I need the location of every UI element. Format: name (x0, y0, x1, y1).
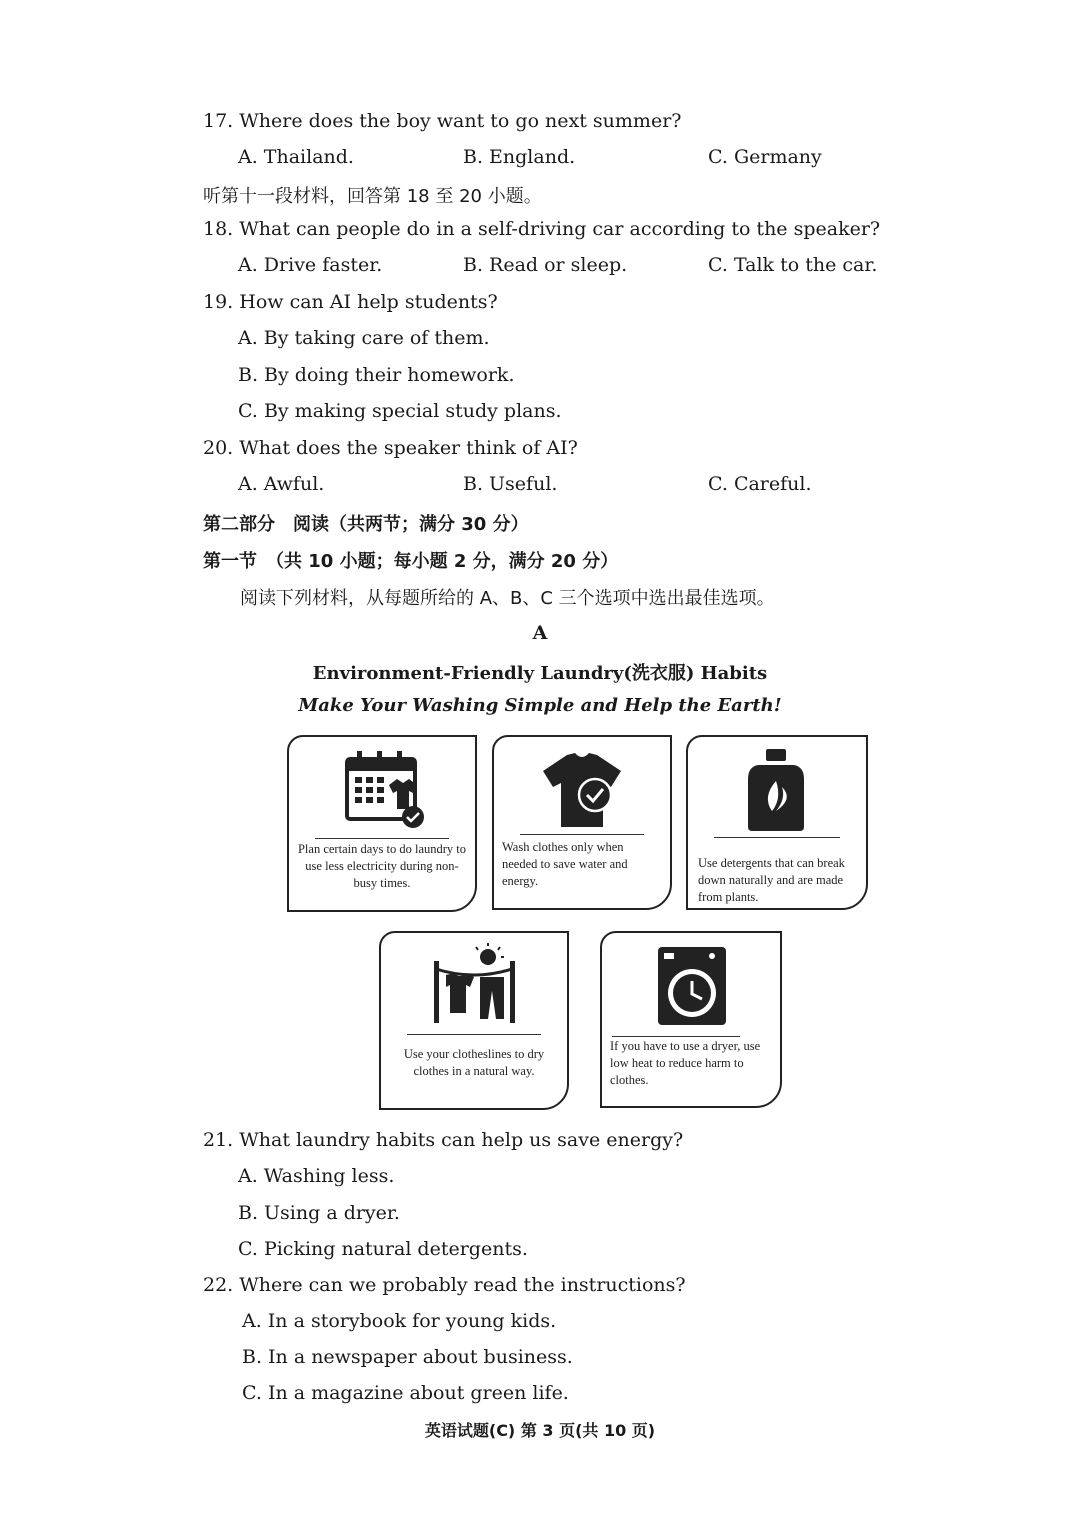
question-17-options (238, 146, 898, 172)
option-20c: C. Careful. (708, 473, 812, 495)
laundry-card-clotheslines (379, 931, 569, 1110)
card-caption: Plan certain days to do laundry to use less electricity during non-busy times. (297, 842, 467, 890)
laundry-card-low-heat-dryer (600, 931, 782, 1108)
laundry-card-natural-detergents (686, 735, 868, 910)
option-17c: C. Germany (708, 146, 822, 168)
question-19: 19. How can AI help students? (203, 291, 498, 313)
dryer-clock-icon (602, 941, 780, 1031)
passage-subtitle: Make Your Washing Simple and Help the Earth! (298, 695, 782, 716)
question-17: 17. Where does the boy want to go next summer? (203, 110, 682, 132)
question-18: 18. What can people do in a self-driving car according to the speaker? (203, 218, 881, 240)
option-19c: C. By making special study plans. (238, 400, 562, 422)
option-20a: A. Awful. (238, 473, 325, 495)
page-footer: 英语试题(C) 第 3 页(共 10 页) (424, 1421, 656, 1440)
option-22b: B. In a newspaper about business. (242, 1346, 573, 1368)
passage-letter: A (532, 622, 548, 644)
option-21c: C. Picking natural detergents. (238, 1238, 528, 1260)
calendar-shirt-icon (289, 745, 475, 835)
card-caption: Use detergents that can break down naturally and are made from plants. (698, 856, 845, 904)
option-18b: B. Read or sleep. (463, 254, 628, 276)
option-20b: B. Useful. (463, 473, 558, 495)
passage-title: Environment-Friendly Laundry(洗衣服) Habits (312, 663, 768, 684)
reading-instruction: 阅读下列材料，从每题所给的 A、B、C 三个选项中选出最佳选项。 (240, 588, 775, 609)
question-18-options (238, 254, 898, 280)
detergent-bottle-icon (688, 745, 866, 835)
laundry-card-wash-when-needed (492, 735, 672, 910)
question-21: 21. What laundry habits can help us save energy? (203, 1129, 684, 1151)
option-22a: A. In a storybook for young kids. (242, 1310, 557, 1332)
question-20: 20. What does the speaker think of AI? (203, 437, 578, 459)
laundry-card-plan-days (287, 735, 477, 912)
option-17a: A. Thailand. (238, 146, 354, 168)
question-22: 22. Where can we probably read the instructions? (203, 1274, 686, 1296)
shirt-check-icon (494, 745, 670, 835)
section-1-heading: 第一节 （共 10 小题；每小题 2 分，满分 20 分） (203, 551, 619, 572)
option-17b: B. England. (463, 146, 576, 168)
question-20-options (238, 473, 898, 499)
option-22c: C. In a magazine about green life. (242, 1382, 569, 1404)
card-caption: Wash clothes only when needed to save water and energy. (502, 840, 628, 888)
clothesline-sun-icon (381, 941, 567, 1031)
option-21b: B. Using a dryer. (238, 1202, 400, 1224)
card-caption: If you have to use a dryer, use low heat to reduce harm to clothes. (610, 1039, 761, 1087)
option-19a: A. By taking care of them. (238, 327, 490, 349)
section-11-instruction: 听第十一段材料，回答第 18 至 20 小题。 (203, 186, 542, 207)
option-18a: A. Drive faster. (238, 254, 383, 276)
option-21a: A. Washing less. (238, 1165, 395, 1187)
option-19b: B. By doing their homework. (238, 364, 515, 386)
option-18c: C. Talk to the car. (708, 254, 878, 276)
part-2-heading: 第二部分 阅读（共两节；满分 30 分） (203, 514, 529, 535)
card-caption: Use your clotheslines to dry clothes in a natural way. (403, 1047, 545, 1078)
